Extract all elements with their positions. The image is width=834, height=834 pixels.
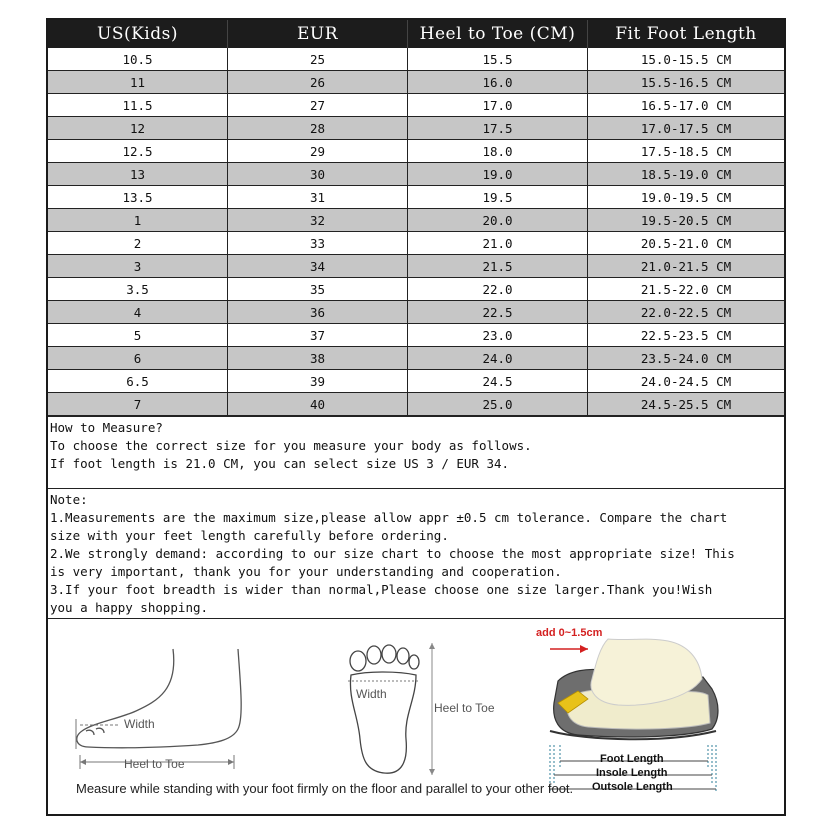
table-row [48, 71, 784, 94]
cell-us-kids: 11.5 [48, 94, 228, 117]
table-row [48, 186, 784, 209]
cell-heel-to-toe: 22.5 [408, 301, 588, 324]
sole-width-label: Width [356, 687, 387, 701]
cell-heel-to-toe: 24.0 [408, 347, 588, 370]
cell-eur: 32 [228, 209, 408, 232]
cell-fit-foot-length: 22.5-23.5 CM [588, 324, 785, 347]
insole-length-label: Insole Length [596, 767, 668, 779]
shoe-illustration [550, 639, 718, 739]
cell-us-kids: 11 [48, 71, 228, 94]
cell-fit-foot-length: 15.0-15.5 CM [588, 48, 785, 71]
size-chart-frame [46, 18, 786, 816]
cell-fit-foot-length: 24.0-24.5 CM [588, 370, 785, 393]
cell-fit-foot-length: 21.0-21.5 CM [588, 255, 785, 278]
note-line: 1.Measurements are the maximum size,please allow appr ±0.5 cm tolerance. Compare the chart [50, 510, 728, 525]
cell-us-kids: 7 [48, 393, 228, 416]
notes-section [48, 488, 784, 618]
how-to-measure-example: If foot length is 21.0 CM, you can select size US 3 / EUR 34. [50, 456, 510, 471]
header-us-kids: US(Kids) [48, 20, 228, 48]
cell-heel-to-toe: 17.0 [408, 94, 588, 117]
table-row [48, 393, 784, 416]
cell-eur: 38 [228, 347, 408, 370]
cell-us-kids: 13.5 [48, 186, 228, 209]
add-allowance-label: add 0~1.5cm [536, 627, 603, 639]
cell-fit-foot-length: 22.0-22.5 CM [588, 301, 785, 324]
table-row [48, 48, 784, 71]
cell-eur: 30 [228, 163, 408, 186]
cell-us-kids: 1 [48, 209, 228, 232]
cell-heel-to-toe: 20.0 [408, 209, 588, 232]
foot-length-label: Foot Length [600, 753, 664, 765]
cell-us-kids: 13 [48, 163, 228, 186]
table-row [48, 278, 784, 301]
cell-us-kids: 2 [48, 232, 228, 255]
how-to-measure-section [48, 416, 784, 488]
note-line: 2.We strongly demand: according to our size chart to choose the most appropriate size! This [50, 546, 735, 561]
cell-fit-foot-length: 17.0-17.5 CM [588, 117, 785, 140]
cell-eur: 31 [228, 186, 408, 209]
how-to-measure-line: To choose the correct size for you measure your body as follows. [50, 438, 532, 453]
table-row [48, 209, 784, 232]
cell-us-kids: 5 [48, 324, 228, 347]
cell-us-kids: 6.5 [48, 370, 228, 393]
measure-caption: Measure while standing with your foot firmly on the floor and parallel to your other foot. [76, 781, 574, 796]
outsole-length-label: Outsole Length [592, 781, 673, 793]
side-foot-illustration [77, 649, 241, 748]
header-fit-foot-length: Fit Foot Length [588, 20, 785, 48]
cell-fit-foot-length: 21.5-22.0 CM [588, 278, 785, 301]
cell-us-kids: 12.5 [48, 140, 228, 163]
table-row [48, 140, 784, 163]
cell-us-kids: 12 [48, 117, 228, 140]
cell-heel-to-toe: 21.0 [408, 232, 588, 255]
cell-eur: 29 [228, 140, 408, 163]
size-table [48, 20, 784, 416]
how-to-measure-title: How to Measure? [50, 420, 163, 435]
cell-eur: 26 [228, 71, 408, 94]
table-row [48, 163, 784, 186]
cell-heel-to-toe: 25.0 [408, 393, 588, 416]
cell-heel-to-toe: 18.0 [408, 140, 588, 163]
cell-heel-to-toe: 21.5 [408, 255, 588, 278]
cell-fit-foot-length: 15.5-16.5 CM [588, 71, 785, 94]
cell-fit-foot-length: 17.5-18.5 CM [588, 140, 785, 163]
table-row [48, 94, 784, 117]
cell-fit-foot-length: 16.5-17.0 CM [588, 94, 785, 117]
cell-heel-to-toe: 19.0 [408, 163, 588, 186]
table-row [48, 370, 784, 393]
note-line: you a happy shopping. [50, 600, 209, 615]
table-row [48, 255, 784, 278]
header-eur: EUR [228, 20, 408, 48]
cell-eur: 40 [228, 393, 408, 416]
table-row [48, 232, 784, 255]
cell-fit-foot-length: 19.0-19.5 CM [588, 186, 785, 209]
header-heel-to-toe: Heel to Toe (CM) [408, 20, 588, 48]
note-line: 3.If your foot breadth is wider than normal,Please choose one size larger.Thank you!Wish [50, 582, 713, 597]
cell-fit-foot-length: 20.5-21.0 CM [588, 232, 785, 255]
note-line: is very important, thank you for your understanding and cooperation. [50, 564, 562, 579]
cell-eur: 39 [228, 370, 408, 393]
table-row [48, 347, 784, 370]
table-row [48, 324, 784, 347]
sole-heel-to-toe-label: Heel to Toe [434, 701, 495, 715]
cell-eur: 28 [228, 117, 408, 140]
note-line: size with your feet length carefully before ordering. [50, 528, 449, 543]
cell-heel-to-toe: 24.5 [408, 370, 588, 393]
cell-eur: 34 [228, 255, 408, 278]
cell-eur: 33 [228, 232, 408, 255]
cell-heel-to-toe: 15.5 [408, 48, 588, 71]
sole-foot-illustration [350, 645, 419, 773]
cell-fit-foot-length: 18.5-19.0 CM [588, 163, 785, 186]
cell-fit-foot-length: 24.5-25.5 CM [588, 393, 785, 416]
cell-eur: 37 [228, 324, 408, 347]
cell-fit-foot-length: 23.5-24.0 CM [588, 347, 785, 370]
cell-heel-to-toe: 16.0 [408, 71, 588, 94]
table-row [48, 301, 784, 324]
cell-heel-to-toe: 22.0 [408, 278, 588, 301]
cell-us-kids: 4 [48, 301, 228, 324]
cell-eur: 27 [228, 94, 408, 117]
cell-us-kids: 3 [48, 255, 228, 278]
cell-heel-to-toe: 19.5 [408, 186, 588, 209]
notes-title: Note: [50, 492, 88, 507]
cell-us-kids: 10.5 [48, 48, 228, 71]
cell-eur: 25 [228, 48, 408, 71]
cell-eur: 35 [228, 278, 408, 301]
cell-eur: 36 [228, 301, 408, 324]
cell-us-kids: 6 [48, 347, 228, 370]
table-body [48, 48, 784, 416]
cell-heel-to-toe: 17.5 [408, 117, 588, 140]
side-heel-to-toe-label: Heel to Toe [124, 757, 185, 771]
cell-us-kids: 3.5 [48, 278, 228, 301]
cell-fit-foot-length: 19.5-20.5 CM [588, 209, 785, 232]
measurement-diagram [48, 618, 784, 815]
table-header-row [48, 20, 784, 48]
side-width-label: Width [124, 717, 155, 731]
cell-heel-to-toe: 23.0 [408, 324, 588, 347]
table-row [48, 117, 784, 140]
